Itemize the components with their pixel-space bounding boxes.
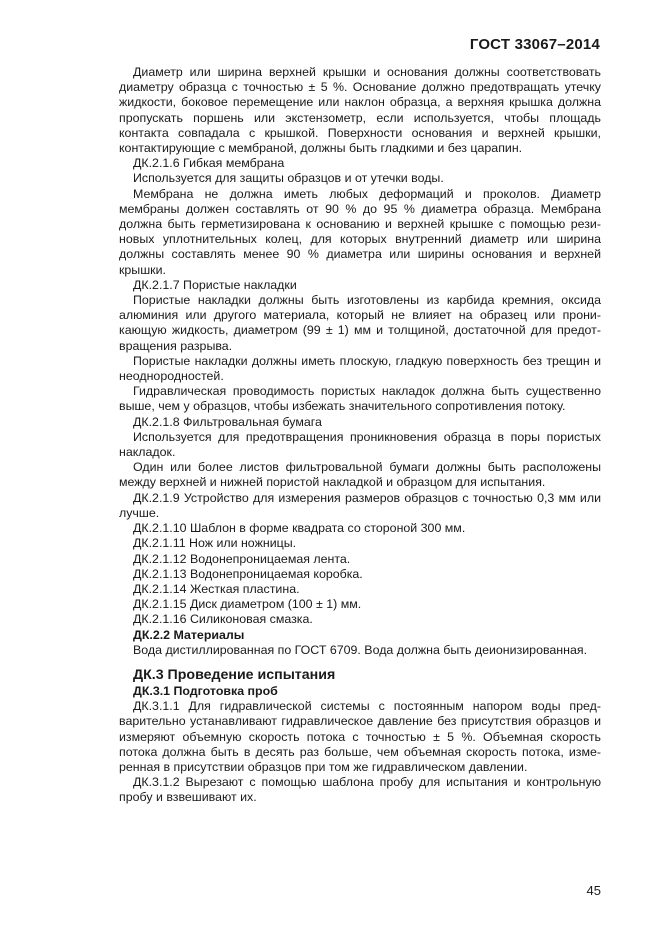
paragraph: Один или более листов фильтровальной бумаги должны быть расположены между верхней и нижней пористой накладкой и образцом для испытания.: [119, 460, 601, 490]
paragraph: Используется для предотвращения проникновения образца в поры пористых накладок.: [119, 429, 601, 460]
clause-item: ДК.2.1.13 Водонепроницаемая коробка.: [133, 566, 363, 581]
clause-item: ДК.2.1.9 Устройство для измерения размеров образцов с точностью 0,3 мм или лучше.: [119, 490, 601, 520]
clause-item: ДК.2.1.14 Жесткая пластина.: [133, 581, 300, 596]
clause-heading: ДК.2.1.6 Гибкая мембрана: [133, 156, 285, 171]
paragraph: Гидравлическая проводимость пористых накладок должна быть существенно выше, чем у образцов, чтобы избежать значительного сопротивления потоку.: [119, 384, 601, 414]
clause-item: ДК.2.1.15 Диск диаметром (100 ± 1) мм.: [133, 597, 362, 612]
page-number: 45: [586, 883, 601, 898]
paragraph: Пористые накладки должны быть изготовлены из карбида кремния, оксида алюминия или другого материала, который не влияет на образец или проникающую жидкость, диаметром (99 ± 1) мм и толщиной, достаточной для предотвращения разрыва.: [119, 293, 601, 353]
paragraph: Пористые накладки должны иметь плоскую, гладкую поверхность без трещин и неоднородностей.: [119, 353, 601, 384]
clause-heading: ДК.2.1.7 Пористые накладки: [133, 277, 297, 292]
materials-heading: ДК.2.2 Материалы: [133, 627, 245, 642]
materials-text: Вода дистиллированная по ГОСТ 6709. Вода должна быть деионизированная.: [133, 642, 588, 657]
subsection-heading: ДК.3.1 Подготовка проб: [133, 683, 278, 698]
document-header: ГОСТ 33067–2014: [469, 36, 600, 53]
page-body: [119, 65, 601, 806]
clause-item: ДК.2.1.11 Нож или ножницы.: [133, 536, 297, 551]
clause-item: ДК.2.1.10 Шаблон в форме квадрата со стороной 300 мм.: [133, 521, 466, 536]
paragraph: Используется для защиты образцов и от утечки воды.: [133, 171, 444, 186]
paragraph: Мембрана не должна иметь любых деформаций и проколов. Диаметр мембраны должен составлять от 90 % до 95 % диаметра образца. Мембрана должна быть герметизирована к основанию и верхней крышке с помощью резиновых уплотнительных колец, для которых внутренний диаметр или ширина должны составлять менее 90 % диаметра или ширины основания и верхней крышки.: [119, 186, 601, 277]
clause-item: ДК.2.1.12 Водонепроницаемая лента.: [133, 551, 351, 566]
paragraph: ДК.3.1.2 Вырезают с помощью шаблона пробу для испытания и контрольную пробу и взвешивают их.: [119, 775, 601, 805]
paragraph: ДК.3.1.1 Для гидравлической системы с постоянным напором воды предварительно устанавливают гидравлическое давление без присутствия образцов и измеряют объемную скорость потока с точностью ± 5 %. Объемная скорость потока должна быть в десять раз больше, чем объемная скорость потока, измеренная в присутствии образцов при том же гидравлическом давлении.: [119, 699, 601, 774]
section-heading: ДК.3 Проведение испытания: [133, 666, 336, 683]
clause-item: ДК.2.1.16 Силиконовая смазка.: [133, 612, 313, 627]
clause-heading: ДК.2.1.8 Фильтровальная бумага: [133, 414, 322, 429]
paragraph: Диаметр или ширина верхней крышки и основания должны соответствовать диаметру образца с точностью ± 5 %. Основание должно предотвращать утечку жидкости, боковое перемещение или наклон образца, а верхняя крышка должна пропускать поршень или экстензометр, если используется, чтобы площадь контакта совпадала с крышкой. Поверхности основания и верхней крышки, контактирующие с мембраной, должны быть гладкими и без царапин.: [119, 65, 601, 156]
